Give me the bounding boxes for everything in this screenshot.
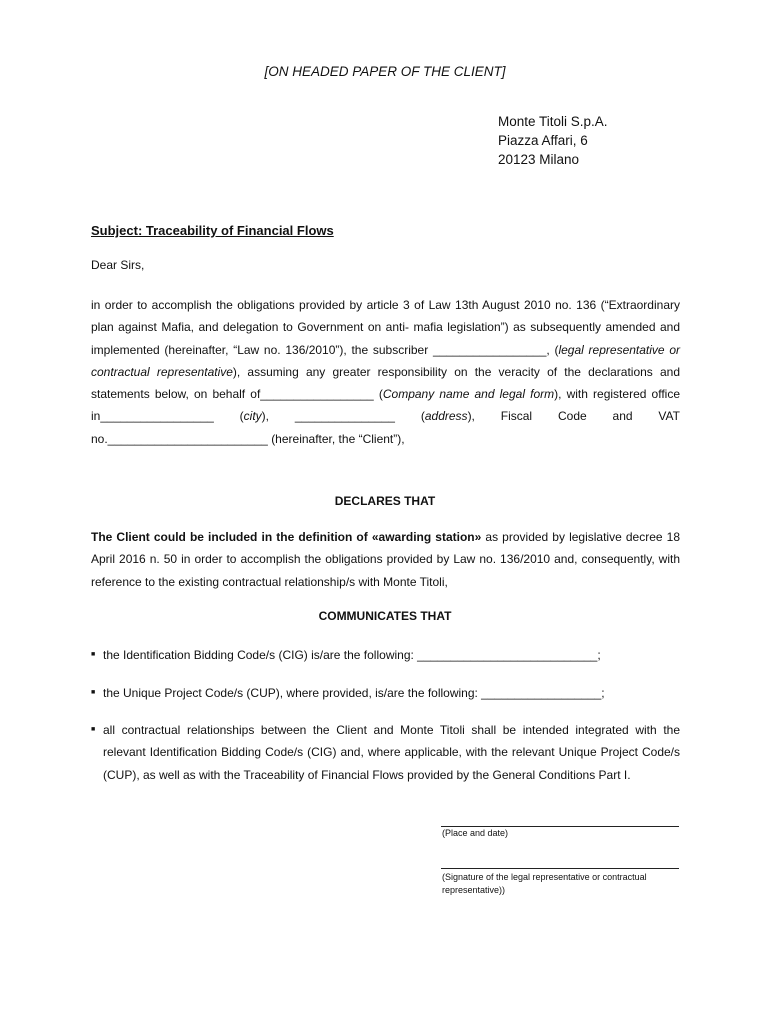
paragraph-italic: legal representative or contractual representative <box>91 342 680 379</box>
paragraph-italic: Company name and legal form <box>382 387 555 402</box>
bullet-square-icon: ■ <box>91 726 96 733</box>
declaration-paragraph <box>91 294 680 450</box>
paragraph-text: as provided by legislative decree 18 April 2016 n. 50 in order to accomplish the obligations provided by Law no. 136/2010 and, consequently, with reference to the existing contractual relationship/s with Monte Titoli, <box>91 530 680 589</box>
place-date-label: (Place and date) <box>442 828 509 838</box>
paragraph-bold: The Client could be included in the definition of «awarding station» <box>91 530 482 544</box>
list-item-text: the Unique Project Code/s (CUP), where provided, is/are the following: __________________; <box>103 686 605 700</box>
recipient-city: 20123 Milano <box>498 152 580 167</box>
signature-line <box>441 868 679 869</box>
bullet-square-icon: ■ <box>91 689 96 696</box>
bullet-square-icon: ■ <box>91 651 96 658</box>
paragraph-text: ), assuming any greater responsibility on the veracity of the declarations and statements below, on behalf of_________________ ( <box>91 364 680 402</box>
paragraph-italic: city <box>243 409 262 424</box>
communicates-heading: COMMUNICATES THAT <box>318 609 452 623</box>
awarding-station-paragraph <box>91 526 680 593</box>
subject-line: Subject: Traceability of Financial Flows <box>91 223 334 238</box>
declares-heading: DECLARES THAT <box>334 494 436 508</box>
list-item-text: all contractual relationships between the Client and Monte Titoli shall be intended integrated with the relevant Identification Bidding Code/s (CIG) and, where applicable, with the relevant Unique Project Code/s (CUP), as well as with the Traceability of Financial Flows provided by the General Conditions Part I. <box>103 723 680 782</box>
recipient-name: Monte Titoli S.p.A. <box>498 114 608 129</box>
paragraph-text: ), Fiscal Code and VAT no.________________________ (hereinafter, the “Client”), <box>91 409 680 446</box>
paragraph-italic: address <box>424 409 468 424</box>
signature-label: (Signature of the legal representative or contractual representative)) <box>442 872 647 895</box>
salutation: Dear Sirs, <box>91 258 145 272</box>
recipient-address <box>498 112 608 169</box>
paragraph-text: ), _______________ ( <box>261 409 425 424</box>
headed-paper-note: [ON HEADED PAPER OF THE CLIENT] <box>264 64 506 79</box>
list-item-text: the Identification Bidding Code/s (CIG) is/are the following: ___________________________; <box>103 648 601 662</box>
paragraph-text: ), with registered office in_________________ ( <box>91 387 681 424</box>
list-item <box>91 719 680 786</box>
list-item <box>91 644 680 666</box>
recipient-street: Piazza Affari, 6 <box>498 133 588 148</box>
paragraph-text: in order to accomplish the obligations provided by article 3 of Law 13th August 2010 no. 136 (“Extraordinary plan against Mafia, and delegation to Government on anti- mafia legislation”) as subsequently amended and implemented (hereinafter, “Law no. 136/2010”), the subscriber _________________, ( <box>91 298 680 357</box>
list-item <box>91 682 680 704</box>
